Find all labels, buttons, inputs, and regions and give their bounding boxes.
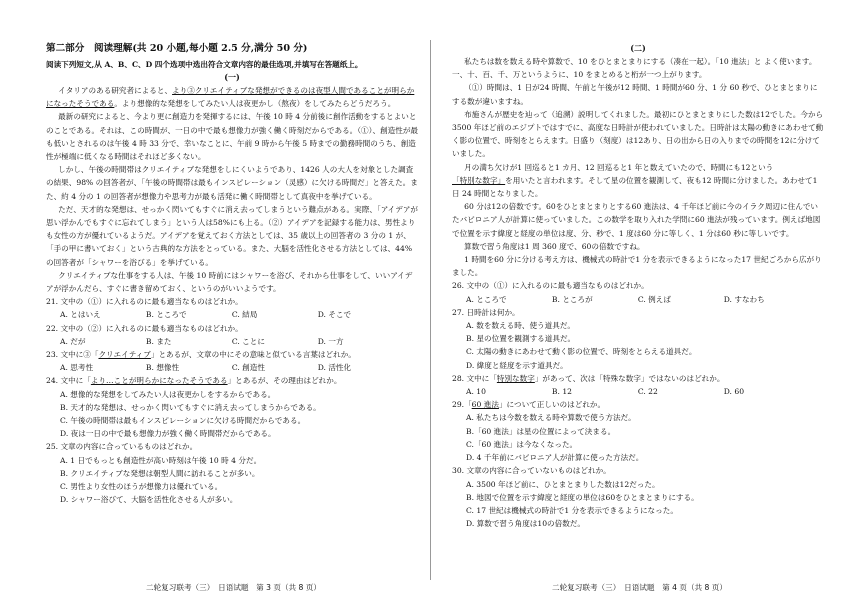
option: C. 創造性: [231, 363, 265, 373]
option: A. 想像的な発想をしてみたい人は夜更かしをするからである。: [60, 389, 276, 399]
option: A. 10: [466, 387, 486, 397]
option: C.「60 進法」は今なくなった。: [466, 439, 578, 449]
option: A. とはいえ: [60, 310, 101, 320]
option: B. 地図で位置を示す緯度と経度の単位は60をひとまとまりにする。: [466, 492, 699, 502]
option: B. ところで: [145, 310, 187, 320]
question-28: 28. 文中に「特別な数字」があって、次は「特殊な数字」ではないのはどれか。: [452, 373, 725, 383]
option: A. 思考性: [60, 363, 94, 373]
underlined-sentence: より③クリエイティブな発想ができるのは夜型人間であることが明らかになったそうである: [46, 86, 415, 109]
option: D. すなわち: [723, 294, 765, 304]
option: D. 4 千年前にバビロニア人が計算に使った方法だ。: [466, 453, 644, 463]
question-28-options: [452, 385, 824, 398]
page-footer-right: 二轮复习联考（三） 日语试题 第 4 页（共 8 页）: [552, 583, 727, 592]
passage1-paragraph-4: ただ、天才的な発想は、せっかく閃いてもすぐに消え去ってしまうという難点がある。実際、「アイデアが思い浮かんでもすぐに忘れてしまう」という人は58%にも上る。（②）アイデアを記録する能力は、男性よりも女性の方が優れているようだ。アイデアを覚えておく方法としては、35 歳以上の回答者の 3 分の 1 が、「手の甲に書いておく」という古典的な方法をとっている。また、大脳を活性化させる方法としては、44% の回答者が「シャワーを浴びる」を挙げている。: [46, 204, 419, 267]
option: A. 数を数える時、使う道具だ。: [466, 321, 576, 331]
passage2-paragraph-1: 私たちは数を数える時や算数で、10 をひとまとまりにする（凑在一起）。「10 進法」と よく使います。一、十、百、千、万というように、10 をまとめると桁が一つ上がります。: [452, 57, 817, 80]
option: C. 17 世紀は機械式の時計で1 分を表示できるようになった。: [466, 505, 678, 515]
option: D. 夜は一日の中で最も想像力が強く働く時間帯だからである。: [60, 429, 276, 439]
left-column: [46, 42, 418, 507]
passage-label-1: (一): [224, 72, 240, 82]
question-21-options: [46, 308, 418, 321]
option: C. 22: [637, 387, 658, 397]
question-24: 24. 文中に「より…ことが明らかになったそうである」とあるが、その理由はどれか。: [46, 376, 342, 386]
question-26: 26. 文中の（①）に入れるのに最も適当なものはどれか。: [452, 281, 649, 291]
passage1-paragraph-1: イタリアのある研究者によると、より③クリエイティブな発想ができるのは夜型人間であることが明らかになったそうである。より想像的な発想をしてみたい人は夜更かし（熬夜）をしてみたらどうだろう。: [46, 86, 415, 109]
option: C. 結局: [231, 310, 258, 320]
question-27: 27. 日時計は何か。: [452, 307, 520, 317]
passage2-paragraph-4: 月の満ち欠けが1 回巡ると1 カ月、12 回巡ると1 年と数えていたので、時間にも12という「特別な数字」を用いたと言われます。そして星の位置を観測して、夜も12 時間に分けました。あわせて1 日 24 時間となりました。: [452, 162, 818, 199]
option: C. 例えば: [637, 294, 671, 304]
question-22-options: [46, 335, 418, 348]
passage1-paragraph-3: しかし、午後の時間帯はクリエイティブな発想をしにくいようであり、1426 人の大人を対象とした調査の結果、98% の回答者が、「午後の時間帯は最もインスピレーション（灵感）に欠ける時間だ」と答えた。また、約 4 分の 1 の回答者が想像力や思考力が最も活発に働く時間帯として真夜中を挙げている。: [46, 165, 418, 201]
question-22: 22. 文中の（②）に入れるのに最も適当なものはどれか。: [46, 323, 243, 333]
passage1-paragraph-5: クリエイティブな仕事をする人は、午後 10 時前にはシャワーを浴び、それから仕事をして、いいアイデアが浮かんだら、すぐに書き留めておく、というのがいいようです。: [46, 270, 413, 294]
passage2-paragraph-6: 算数で習う角度は1 周 360 度で、60の倍数ですね。: [464, 241, 645, 251]
passage2-paragraph-5: 60 分は12の倍数です。60をひとまとまりとする60 進法は、4 千年ほど前に今のイラク周辺に住んでいたバビロニア人が計算に使っていました。この数学を取り入れた学問に60 進法が残っています。例えば地図で位置を示す緯度と経度の単位は度、分、秒で、1 度は60 分に等しく、1 分は60 秒に等しいです。: [452, 202, 821, 238]
page-footer-left: 二轮复习联考（三） 日语试题 第 3 页（共 8 页）: [146, 583, 321, 592]
option: B. クリエイティブな発想は朝型人間に訪れることが多い。: [60, 468, 260, 478]
passage2-paragraph-2: （①）時間は、1 日が24 時間、午前と午後が12 時間、1 時間が60 分、1 分 60 秒で、ひとまとまりにする数が違いますね。: [452, 83, 818, 106]
question-21: 21. 文中の（①）に入れるのに最も適当なものはどれか。: [46, 297, 243, 307]
option: B. 天才的な発想は、せっかく閃いてもすぐに消え去ってしまうからである。: [60, 402, 321, 412]
option: D. 算数で習う角度は10の倍数だ。: [466, 519, 586, 529]
option: D. 緯度と経度を示す道具だ。: [466, 360, 568, 370]
option: D. そこで: [317, 310, 352, 320]
option: A. 3500 年ほど前に、ひとまとまりした数は12だった。: [466, 479, 660, 489]
option: C. 太陽の動きにあわせて動く影の位置で、時刻をとらえる道具だ。: [466, 347, 697, 357]
question-29: 29.「60 進法」について正しいのはどれか。: [452, 400, 606, 410]
section-title: 第二部分 阅读理解(共 20 小题,每小题 2.5 分,满分 50 分): [46, 43, 308, 54]
option: D. 活性化: [317, 363, 352, 373]
instructions: 阅读下列短文,从 A、B、C、D 四个选项中选出符合文章内容的最佳选项,并填写在答题纸上。: [46, 60, 363, 69]
right-column: [452, 42, 824, 530]
option: C. 男性より女性のほうが想像力は優れている。: [60, 482, 223, 492]
option: B. ところが: [551, 294, 593, 304]
option: A. 私たちは今数を数える時や算数で使う方法だ。: [466, 413, 636, 423]
option: A. 1 日でもっとも創造性が高い時刻は午後 10 時 4 分だ。: [60, 455, 262, 465]
option: B. 12: [551, 387, 572, 397]
option: D. シャワー浴びて、大脳を活性化させる人が多い。: [60, 495, 238, 505]
option: C. ことに: [231, 336, 265, 346]
question-25: 25. 文章の内容に合っているものはどれか。: [46, 442, 198, 452]
option: A. ところで: [466, 294, 507, 304]
passage2-paragraph-7: 1 時間を60 分に分ける考え方は、機械式の時計で1 分を表示できるようになった17 世紀ごろから広がりました。: [452, 255, 822, 278]
question-23-options: [46, 361, 418, 374]
question-23: 23. 文中に③「クリエイティブ」とあるが、文章の中にその意味と似ている言葉はどれか。: [46, 350, 356, 360]
option: B. 星の位置を観測する道具だ。: [466, 334, 576, 344]
question-26-options: [452, 293, 824, 306]
question-30: 30. 文章の内容に合っていないものはどれか。: [452, 466, 611, 476]
option: B. また: [145, 336, 172, 346]
passage2-paragraph-3: 布施さんが歴史を辿って（追溯）説明してくれました。最初にひとまとまりにした数は12でした。今から3500 年ほど前のエジプトではすでに、高度な日時計が使われていました。日時計は太陽の動きにあわせて動く影の位置で、時刻をとらえます。日盛り（刻度）は12あり、日の出から日の入りまでの時間を12に分けていました。: [452, 109, 824, 159]
option: A. だが: [60, 336, 86, 346]
passage1-paragraph-2: 最新の研究によると、今より更に創造力を発揮するには、午後 10 時 4 分前後に創作活動をするとよいとのことである。それは、この時間が、一日の中で最も想像力が強く働く時刻だからである。（①）、創造性が最も低いとされるのは午後 4 時 33 分で、幸いなことに、午前 9 時から午後 5 時までの勤務時間のうち、創造性が極端に低くなる時間はそれほど多くない。: [46, 112, 419, 162]
option: D. 一方: [317, 336, 344, 346]
option: B.「60 進法」は星の位置によって決まる。: [466, 426, 616, 436]
option: D. 60: [723, 387, 745, 397]
passage-label-2: (二): [630, 43, 646, 53]
column-divider: [430, 40, 431, 580]
option: B. 想像性: [145, 363, 180, 373]
option: C. 午後の時間帯は最もインスピレーションに欠ける時間だからである。: [60, 416, 306, 426]
